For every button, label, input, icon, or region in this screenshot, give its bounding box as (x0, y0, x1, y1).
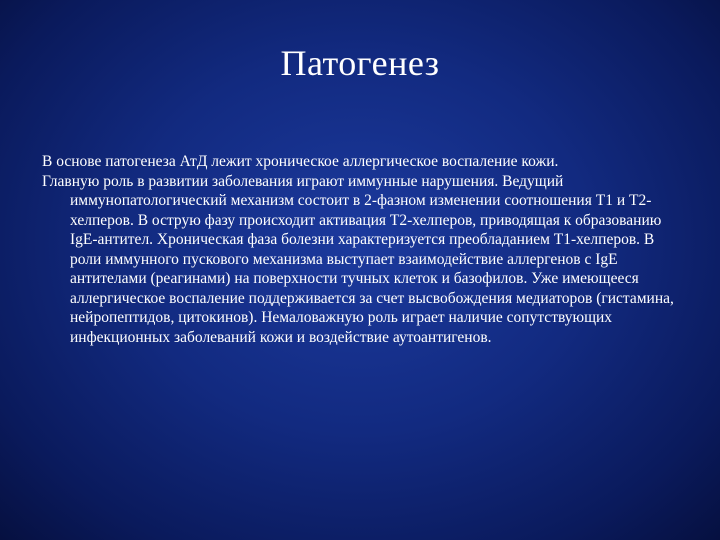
slide-body (42, 152, 682, 347)
paragraph-intro: В основе патогенеза АтД лежит хроническое аллергическое воспаление кожи. (42, 153, 559, 170)
paragraph-mechanism: Главную роль в развитии заболевания играют иммунные нарушения. Ведущий иммунопатологический механизм состоит в 2-фазном изменении соотношения Т1 и Т2-хелперов. В острую фазу происходит активация Т2-хелперов, приводящая к образованию IgE-антител. Хроническая фаза болезни характеризуется преобладанием Т1-хелперов. В роли иммунного пускового механизма выступает взаимодействие аллергенов с IgE антителами (реагинами) на поверхности тучных клеток и базофилов. Уже имеющееся аллергическое воспаление поддерживается за счет высвобождения медиаторов (гистамина, нейропептидов, цитокинов). Немаловажную роль играет наличие сопутствующих инфекционных заболеваний кожи и воздействие аутоантигенов. (42, 172, 674, 346)
slide-title: Патогенез (280, 43, 440, 83)
